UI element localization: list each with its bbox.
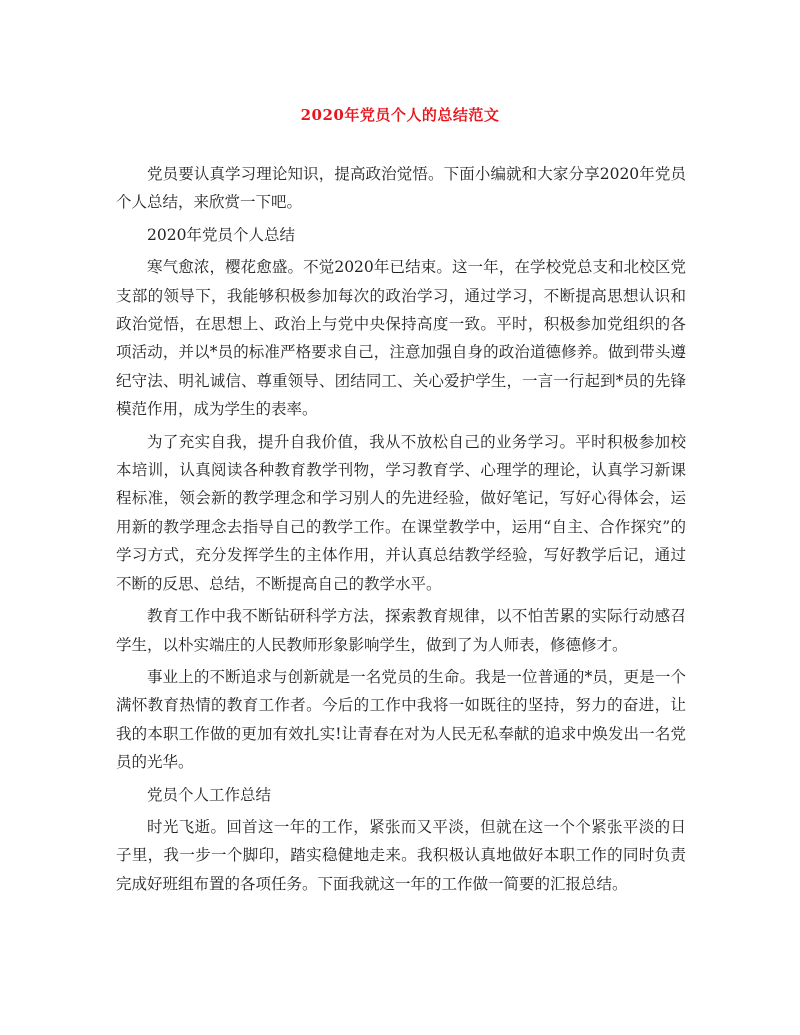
section-heading-work-summary: 党员个人工作总结 (147, 785, 272, 804)
section-heading-summary: 2020年党员个人总结 (147, 225, 295, 244)
paragraph: 为了充实自我，提升自我价值，我从不放松自己的业务学习。平时积极参加校本培训，认真阅读各种教育教学刊物，学习教育学、心理学的理论，认真学习新课程标准，领会新的教学理念和学习别人的先进经验，做好笔记，写好心得体会，运用新的教学理念去指导自己的教学工作。在课堂教学中，运用“自主、合作探究”的学习方式，充分发挥学生的主体作用，并认真总结教学经验，写好教学后记，通过不断的反思、总结，不断提高自己的教学水平。 (116, 432, 686, 593)
paragraph: 时光飞逝。回首这一年的工作，紧张而又平淡，但就在这一个个紧张平淡的日子里，我一步一个脚印，踏实稳健地走来。我积极认真地做好本职工作的同时负责完成好班组布置的各项任务。下面我就这一年的工作做一简要的汇报总结。 (116, 817, 686, 893)
document-title: 2020年党员个人的总结范文 (300, 106, 500, 124)
paragraph: 事业上的不断追求与创新就是一名党员的生命。我是一位普通的*员，更是一个满怀教育热情的教育工作者。今后的工作中我将一如既往的坚持，努力的奋进，让我的本职工作做的更加有效扎实!让青春在对为人民无私奉献的追求中焕发出一名党员的光华。 (116, 667, 686, 772)
paragraph-intro: 党员要认真学习理论知识，提高政治觉悟。下面小编就和大家分享2020年党员个人总结，来欣赏一下吧。 (116, 165, 686, 212)
paragraph: 教育工作中我不断钻研科学方法，探索教育规律，以不怕苦累的实际行动感召学生，以朴实端庄的人民教师形象影响学生，做到了为人师表，修德修才。 (116, 607, 686, 654)
paragraph: 寒气愈浓，樱花愈盛。不觉2020年已结束。这一年，在学校党总支和北校区党支部的领导下，我能够积极参加每次的政治学习，通过学习，不断提高思想认识和政治觉悟，在思想上、政治上与党中央保持高度一致。平时，积极参加党组织的各项活动，并以*员的标准严格要求自己，注意加强自身的政治道德修养。做到带头遵纪守法、明礼诚信、尊重领导、团结同工、关心爱护学生，一言一行起到*员的先锋模范作用，成为学生的表率。 (116, 258, 686, 419)
document-body (116, 160, 686, 902)
